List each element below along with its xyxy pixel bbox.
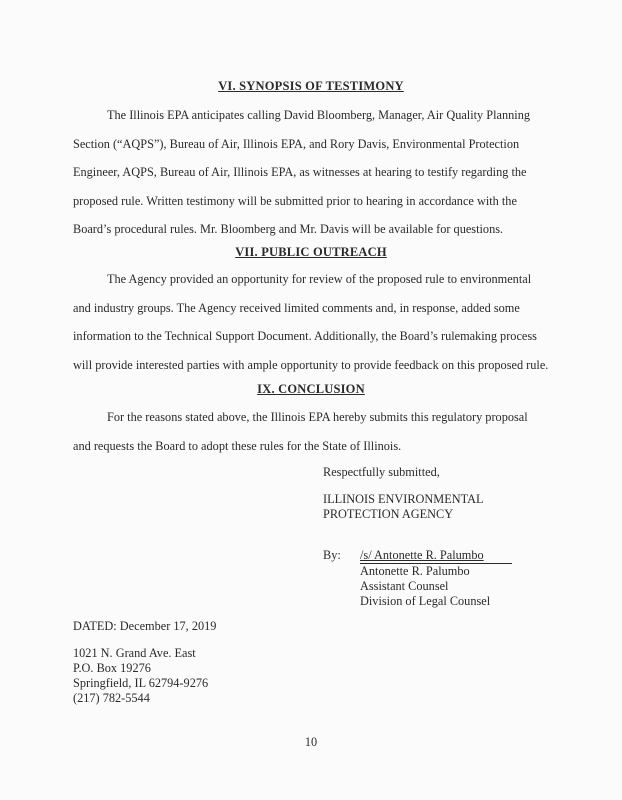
- address-po-box: P.O. Box 19276: [73, 661, 151, 675]
- signer-division: Division of Legal Counsel: [360, 594, 491, 608]
- paragraph-line: Section (“AQPS”), Bureau of Air, Illinois EPA, and Rory Davis, Environmental Protection: [73, 136, 520, 151]
- signature-line: [360, 548, 512, 564]
- paragraph-line: For the reasons stated above, the Illinois EPA hereby submits this regulatory proposal: [107, 410, 528, 424]
- address-phone: (217) 782-5544: [73, 691, 150, 705]
- electronic-signature: /s/ Antonette R. Palumbo: [360, 548, 484, 562]
- signer-name: Antonette R. Palumbo: [360, 564, 470, 578]
- section-heading-public-outreach: VII. PUBLIC OUTREACH: [235, 245, 387, 259]
- section-heading-conclusion: IX. CONCLUSION: [257, 382, 365, 396]
- paragraph-line: and requests the Board to adopt these rules for the State of Illinois.: [73, 438, 402, 453]
- signature-block: [360, 548, 512, 609]
- paragraph-line: information to the Technical Support Document. Additionally, the Board’s rulemaking process: [73, 329, 537, 343]
- closing-text: Respectfully submitted,: [323, 465, 440, 479]
- paragraph-line: and industry groups. The Agency received limited comments and, in response, added some: [73, 300, 520, 315]
- dated-line: DATED: December 17, 2019: [73, 619, 217, 633]
- paragraph-line: Engineer, AQPS, Bureau of Air, Illinois EPA, as witnesses at hearing to testify regarding the: [73, 165, 527, 179]
- paragraph-line: proposed rule. Written testimony will be submitted prior to hearing in accordance with the: [73, 193, 517, 208]
- synopsis-paragraph: [73, 101, 543, 244]
- paragraph-line: The Agency provided an opportunity for review of the proposed rule to environmental: [107, 272, 532, 286]
- section-heading-synopsis: VI. SYNOPSIS OF TESTIMONY: [218, 79, 404, 93]
- paragraph-line: will provide interested parties with ample opportunity to provide feedback on this proposed rule.: [73, 357, 549, 372]
- outreach-paragraph: [73, 265, 549, 379]
- address-block: [73, 646, 208, 706]
- paragraph-line: Board’s procedural rules. Mr. Bloomberg and Mr. Davis will be available for questions.: [73, 222, 504, 236]
- signer-title: Assistant Counsel: [360, 579, 449, 593]
- by-label: By:: [323, 548, 341, 562]
- agency-name: ILLINOIS ENVIRONMENTAL PROTECTION AGENCY: [323, 492, 484, 521]
- page-number: 10: [304, 735, 318, 749]
- address-city: Springfield, IL 62794-9276: [73, 676, 209, 690]
- paragraph-line: The Illinois EPA anticipates calling David Bloomberg, Manager, Air Quality Planning: [107, 108, 531, 122]
- address-street: 1021 N. Grand Ave. East: [73, 646, 196, 660]
- conclusion-paragraph: [73, 403, 543, 460]
